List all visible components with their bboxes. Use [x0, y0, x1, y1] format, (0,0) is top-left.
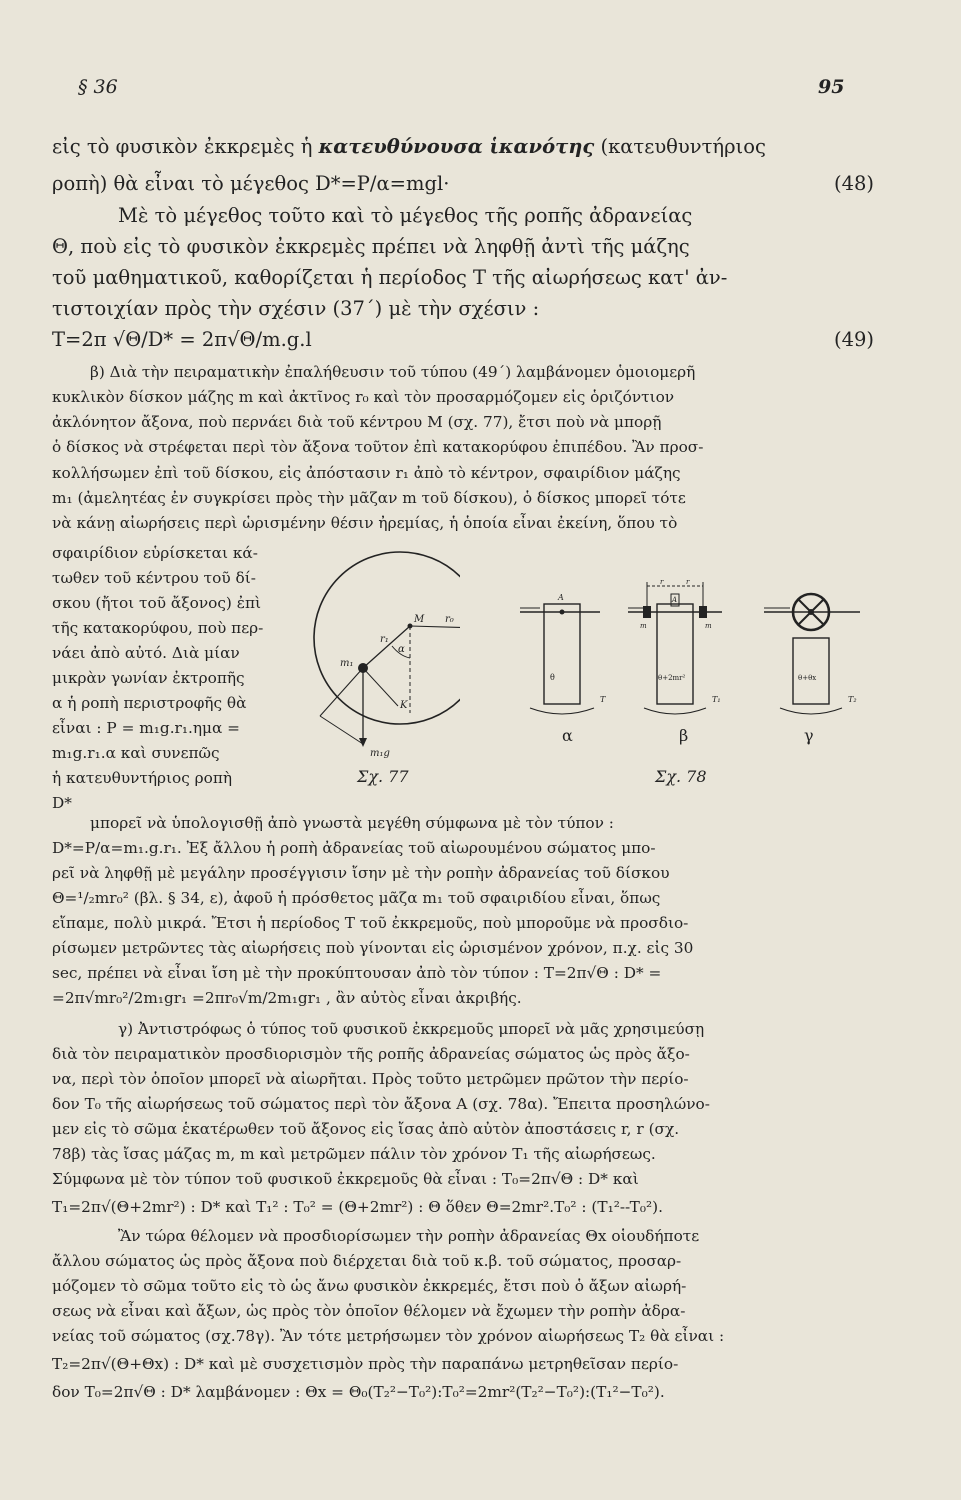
text-line: κολλήσωμεν ἐπὶ τοῦ δίσκου, εἰς ἀπόστασιν r₁ ἀπὸ τὸ κέντρον, σφαιρίδιον μάζης: [52, 464, 681, 482]
text-line: γ) Ἀντιστρόφως ὁ τύπος τοῦ φυσικοῦ ἐκκρεμοῦς μπορεῖ νὰ μᾶς χρησιμεύσῃ: [118, 1020, 705, 1038]
text-line: α ἡ ροπὴ περιστροφῆς θὰ: [52, 694, 247, 712]
text-line: 78β) τὰς ἴσας μάζας m, m καὶ μετρῶμεν πάλιν τὸν χρόνον T₁ τῆς αἰωρήσεως.: [52, 1145, 656, 1163]
label-m-left: m: [640, 622, 647, 630]
equation-line: ροπὴ) θὰ εἶναι τὸ μέγεθος D*=P/α=mgl· (48): [52, 172, 874, 195]
text-line: ρεῖ νὰ ληφθῇ μὲ μεγάλην προσέγγισιν ἴσην μὲ τὴν ροπὴν ἀδρανείας τοῦ δίσκου: [52, 864, 670, 882]
text-line: εἰς τὸ φυσικὸν ἐκκρεμὲς ἡ κατευθύνουσα ἱκανότης (κατευθυντήριος: [52, 135, 766, 158]
text-line: Ἂν τώρα θέλομεν νὰ προσδιορίσωμεν τὴν ροπὴν ἀδρανείας Θx οἱουδήποτε: [118, 1227, 700, 1245]
label-T0: T: [600, 695, 606, 704]
label-T1: T₁: [712, 695, 721, 704]
text-line: νάει ἀπὸ αὐτό. Διὰ μίαν: [52, 644, 240, 662]
text-line: εἴπαμε, πολὺ μικρά. Ἔτσι ἡ περίοδος Τ τοῦ ἐκκρεμοῦς, ποὺ μποροῦμε νὰ προσδιο-: [52, 914, 689, 932]
text-line: εἶναι : P = m₁g.r₁.ημα =: [52, 719, 240, 737]
text-line: να, περὶ τὸν ὁποῖον μπορεῖ νὰ αἰωρῆται. Πρὸς τοῦτο μετρῶμεν πρῶτον τὴν περίο-: [52, 1070, 689, 1088]
label-K: K: [400, 700, 408, 711]
label-a-beta: A: [672, 596, 678, 604]
label-a: A: [558, 593, 564, 602]
label-theta-a: θ: [550, 673, 555, 682]
text-line: μεν εἰς τὸ σῶμα ἑκατέρωθεν τοῦ ἄξονος εἰς ἴσας ἀπὸ αὐτὸν ἀποστάσεις r, r (σχ.: [52, 1120, 680, 1138]
text-line: T₁=2π√(Θ+2mr²) : D* καὶ T₁² : T₀² = (Θ+2mr²) : Θ ὅθεν Θ=2mr².T₀² : (T₁²--T₀²).: [52, 1198, 663, 1216]
text-line: σφαιρίδιον εὑρίσκεται κά-: [52, 544, 258, 562]
text-line: m₁g.r₁.α καὶ συνεπῶς: [52, 744, 220, 762]
figure-78-sub-alpha: α: [562, 726, 573, 745]
text-line: σκου (ἤτοι τοῦ ἄξονος) ἐπὶ: [52, 594, 262, 612]
label-alpha: α: [398, 644, 405, 655]
figure-78-sub-beta: β: [679, 726, 689, 745]
text-line: κυκλικὸν δίσκον μάζης m καὶ ἀκτῖνος r₀ καὶ τὸν προσαρμόζομεν εἰς ὁριζόντιον: [52, 388, 675, 406]
label-M: M: [414, 614, 425, 625]
label-r-left: r: [660, 578, 664, 586]
text-line: ρίσωμεν μετρῶντες τὰς αἰωρήσεις ποὺ γίνονται εἰς ὡρισμένον χρόνον, π.χ. εἰς 30: [52, 939, 694, 957]
label-theta-thetax: θ+θx: [798, 674, 817, 682]
text-line: m₁ (ἀμελητέας ἐν συγκρίσει πρὸς τὴν μᾶζαν m τοῦ δίσκου), ὁ δίσκος μπορεῖ τότε: [52, 489, 686, 507]
equation-number: (49): [833, 328, 874, 351]
text-line: ἄλλου σώματος ὡς πρὸς ἄξονα ποὺ διέρχεται διὰ τοῦ κ.β. τοῦ σώματος, προσαρ-: [52, 1252, 682, 1270]
figure-78-diagram: [500, 570, 880, 715]
label-m-right: m: [705, 622, 712, 630]
figure-78-caption: Σχ. 78: [655, 767, 707, 786]
pendulum-beta: [628, 578, 722, 714]
label-m1: m₁: [340, 658, 354, 669]
equation-number: (48): [833, 172, 874, 195]
text-line: σεως νὰ εἶναι καὶ ἄξων, ὡς πρὸς τὸν ὁποῖον θέλομεν νὰ ἔχωμεν τὴν ροπὴν ἀδρα-: [52, 1302, 686, 1320]
label-r1: r₁: [380, 634, 389, 645]
pendulum-alpha: [520, 593, 606, 714]
text-line: sec, πρέπει νὰ εἶναι ἴση μὲ τὴν προκύπτουσαν ἀπὸ τὸν τύπον : T=2π√Θ : D* =: [52, 964, 662, 982]
text-line: δον T₀=2π√Θ : D* λαμβάνομεν : Θx = Θ₀(T₂²−T₀²):T₀²=2mr²(T₂²−T₀²):(T₁²−T₀²).: [52, 1383, 665, 1401]
text-line: μικρὰν γωνίαν ἐκτροπῆς: [52, 669, 245, 687]
text-line: δον T₀ τῆς αἰωρήσεως τοῦ σώματος περὶ τὸν ἄξονα A (σχ. 78α). Ἔπειτα προσηλώνο-: [52, 1095, 710, 1113]
text-line: ἡ κατευθυντήριος ροπὴ: [52, 769, 233, 787]
equation-line: T=2π √Θ/D* = 2π√Θ/m.g.l (49): [52, 328, 874, 351]
text-line: μόζομεν τὸ σῶμα τοῦτο εἰς τὸ ὡς ἄνω φυσικὸν ἐκκρεμές, ἔτσι ποὺ ὁ ἄξων αἰωρή-: [52, 1277, 687, 1295]
text-line: D*: [52, 794, 72, 812]
text-line: Θ=¹/₂mr₀² (βλ. § 34, ε), ἀφοῦ ἡ πρόσθετος μᾶζα m₁ τοῦ σφαιριδίου εἶναι, ὅπως: [52, 889, 661, 907]
section-header: § 36: [78, 76, 118, 98]
label-m1g: m₁g: [370, 748, 390, 759]
text-line: ἀκλόνητον ἄξονα, ποὺ περνάει διὰ τοῦ κέντρου Μ (σχ. 77), ἔτσι ποὺ νὰ μπορῇ: [52, 413, 662, 431]
text-line: =2π√mr₀²/2m₁gr₁ =2πr₀√m/2m₁gr₁ , ἂν αὐτὸς εἶναι ἀκριβής.: [52, 989, 522, 1007]
figure-77-caption: Σχ. 77: [357, 767, 409, 786]
text-line: Σύμφωνα μὲ τὸν τύπον τοῦ φυσικοῦ ἐκκρεμοῦς θὰ εἶναι : T₀=2π√Θ : D* καὶ: [52, 1170, 639, 1188]
text-line: τιστοιχίαν πρὸς τὴν σχέσιν (37΄) μὲ τὴν σχέσιν :: [52, 297, 540, 320]
label-r-right: r: [686, 578, 690, 586]
text-line: T₂=2π√(Θ+Θx) : D* καὶ μὲ συσχετισμὸν πρὸς τὴν παραπάνω μετρηθεῖσαν περίο-: [52, 1355, 679, 1373]
figure-77-diagram: [300, 548, 460, 768]
figure-78-sub-gamma: γ: [804, 726, 814, 745]
page-number: 95: [818, 76, 845, 98]
label-r0: r₀: [445, 614, 454, 625]
text-line: μπορεῖ νὰ ὑπολογισθῇ ἀπὸ γνωστὰ μεγέθη σύμφωνα μὲ τὸν τύπον :: [90, 814, 614, 832]
emphasis-term: κατευθύνουσα ἱκανότης: [318, 135, 595, 158]
text-line: Μὲ τὸ μέγεθος τοῦτο καὶ τὸ μέγεθος τῆς ροπῆς ἀδρανείας: [118, 204, 693, 227]
text-line: τωθεν τοῦ κέντρου τοῦ δί-: [52, 569, 256, 587]
text-line: τῆς κατακορύφου, ποὺ περ-: [52, 619, 264, 637]
text-line: D*=P/α=m₁.g.r₁. Ἐξ ἄλλου ἡ ροπὴ ἀδρανείας τοῦ αἰωρουμένου σώματος μπο-: [52, 839, 656, 857]
text-line: ὁ δίσκος νὰ στρέφεται περὶ τὸν ἄξονα τοῦτον ἐπὶ κατακορύφου ἐπιπέδου. Ἂν προσ-: [52, 438, 704, 456]
text-line: νὰ κάνῃ αἰωρήσεις περὶ ὡρισμένην θέσιν ἠρεμίας, ἡ ὁποία εἶναι ἐκείνη, ὅπου τὸ: [52, 514, 678, 532]
label-T2: T₂: [848, 695, 857, 704]
pendulum-gamma: [764, 594, 860, 714]
text-line: Θ, ποὺ εἰς τὸ φυσικὸν ἐκκρεμὲς πρέπει νὰ ληφθῇ ἀντὶ τῆς μάζης: [52, 235, 690, 258]
label-theta-2mr2: θ+2mr²: [658, 674, 686, 682]
text-line: τοῦ μαθηματικοῦ, καθορίζεται ἡ περίοδος Τ τῆς αἰωρήσεως κατ' ἀν-: [52, 266, 728, 289]
text-line: διὰ τὸν πειραματικὸν προσδιορισμὸν τῆς ροπῆς ἀδρανείας σώματος ὡς πρὸς ἄξο-: [52, 1045, 690, 1063]
text-line: β) Διὰ τὴν πειραματικὴν ἐπαλήθευσιν τοῦ τύπου (49΄) λαμβάνομεν ὁμοιομερῆ: [90, 363, 696, 381]
text-line: νείας τοῦ σώματος (σχ.78γ). Ἂν τότε μετρήσωμεν τὸν χρόνον αἰωρήσεως T₂ θὰ εἶναι :: [52, 1327, 725, 1345]
